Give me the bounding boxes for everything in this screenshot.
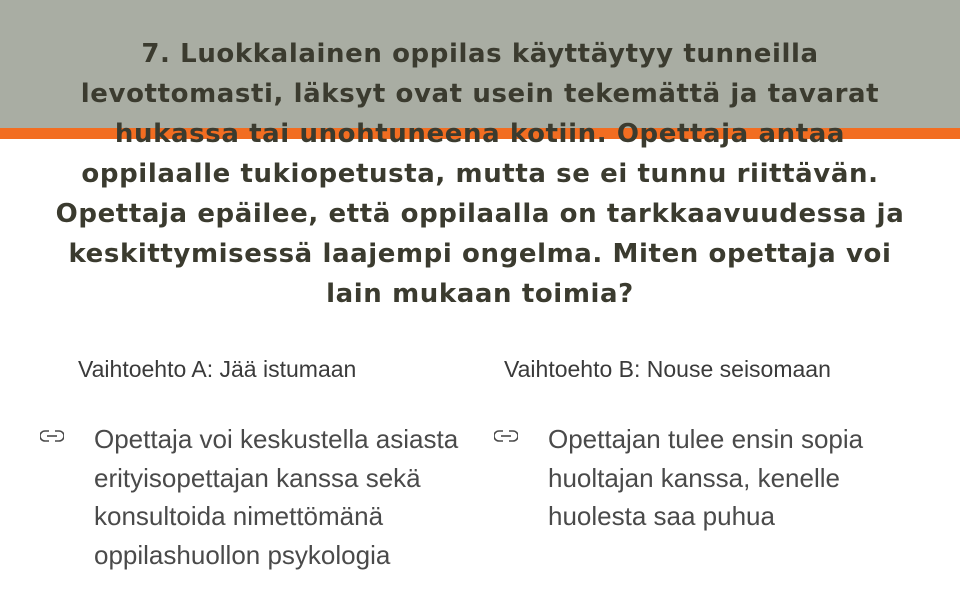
option-b-bullet-list xyxy=(494,420,934,536)
slide-title: 7. Luokkalainen oppilas käyttäytyy tunneilla levottomasti, läksyt ovat usein tekemättä ja tavarat hukassa tai unohtuneena kotiin. Opettaja antaa oppilaalle tukiopetusta, mutta se ei tunnu riittävän. Opettaja epäilee, että oppilaalla on tarkkaavuudessa ja keskittymisessä laajempi ongelma. Miten opettaja voi lain mukaan toimia? xyxy=(55,39,905,309)
option-b-bullet-text: Opettajan tulee ensin sopia huoltajan kanssa, kenelle huolesta saa puhua xyxy=(548,424,864,531)
option-a-bullet-item xyxy=(40,420,460,574)
option-a-bullet-text: Opettaja voi keskustella asiasta erityisopettajan kanssa sekä konsultoida nimettömänä oppilashuollon psykologia xyxy=(94,424,459,570)
option-b-bullet-item xyxy=(494,420,934,536)
option-a-heading: Vaihtoehto A: Jää istumaan xyxy=(78,356,357,382)
chain-link-bullet-icon xyxy=(40,429,64,443)
option-a-bullet-list xyxy=(40,420,460,574)
chain-link-bullet-icon xyxy=(494,429,518,443)
option-b-heading: Vaihtoehto B: Nouse seisomaan xyxy=(504,356,831,382)
